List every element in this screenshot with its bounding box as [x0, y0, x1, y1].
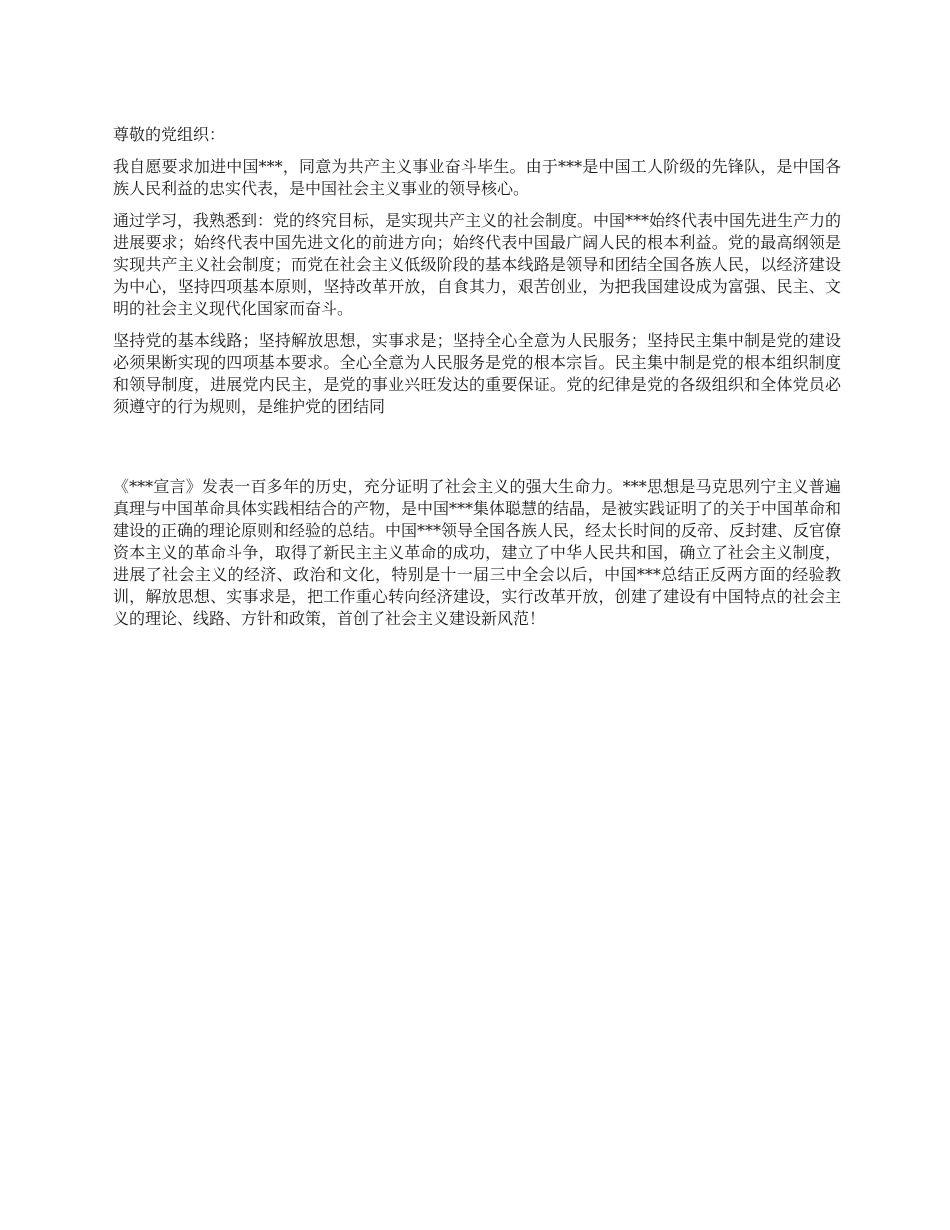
document-body	[113, 124, 841, 640]
salutation: 尊敬的党组织：	[113, 125, 226, 144]
paragraph-4: 《***宣言》发表一百多年的历史，充分证明了社会主义的强大生命力。***思想是马克思列宁主义普遍真理与中国革命具体实践相结合的产物，是中国***集体聪慧的结晶，是被实践证明了的关于中国革命和建设的正确的理论原则和经验的总结。中国***领导全国各族人民，经太长时间的反帝、反封建、反官僚资本主义的革命斗争，取得了新民主主义革命的成功，建立了中华人民共和国，确立了社会主义制度，进展了社会主义的经济、政治和文化，特别是十一届三中全会以后，中国***总结正反两方面的经验教训，解放思想、实事求是，把工作重心转向经济建设，实行改革开放，创建了建设有中国特点的社会主义的理论、线路、方针和政策，首创了社会主义建设新风范！	[113, 477, 842, 628]
paragraph-2: 通过学习，我熟悉到：党的终究目标，是实现共产主义的社会制度。中国***始终代表中国先进生产力的进展要求；始终代表中国先进文化的前进方向；始终代表中国最广阔人民的根本利益。党的最高纲领是实现共产主义社会制度；而党在社会主义低级阶段的基本线路是领导和团结全国各族人民，以经济建设为中心，坚持四项基本原则，坚持改革开放，自食其力，艰苦创业，为把我国建设成为富强、民主、文明的社会主义现代化国家而奋斗。	[113, 211, 842, 318]
paragraph-1: 我自愿要求加进中国***，同意为共产主义事业奋斗毕生。由于***是中国工人阶级的先锋队，是中国各族人民利益的忠实代表，是中国社会主义事业的领导核心。	[113, 157, 841, 198]
paragraph-3: 坚持党的基本线路；坚持解放思想，实事求是；坚持全心全意为人民服务；坚持民主集中制是党的建设必须果断实现的四项基本要求。全心全意为人民服务是党的根本宗旨。民主集中制是党的根本组织制度和领导制度，进展党内民主，是党的事业兴旺发达的重要保证。党的纪律是党的各级组织和全体党员必须遵守的行为规则，是维护党的团结同	[113, 331, 841, 416]
